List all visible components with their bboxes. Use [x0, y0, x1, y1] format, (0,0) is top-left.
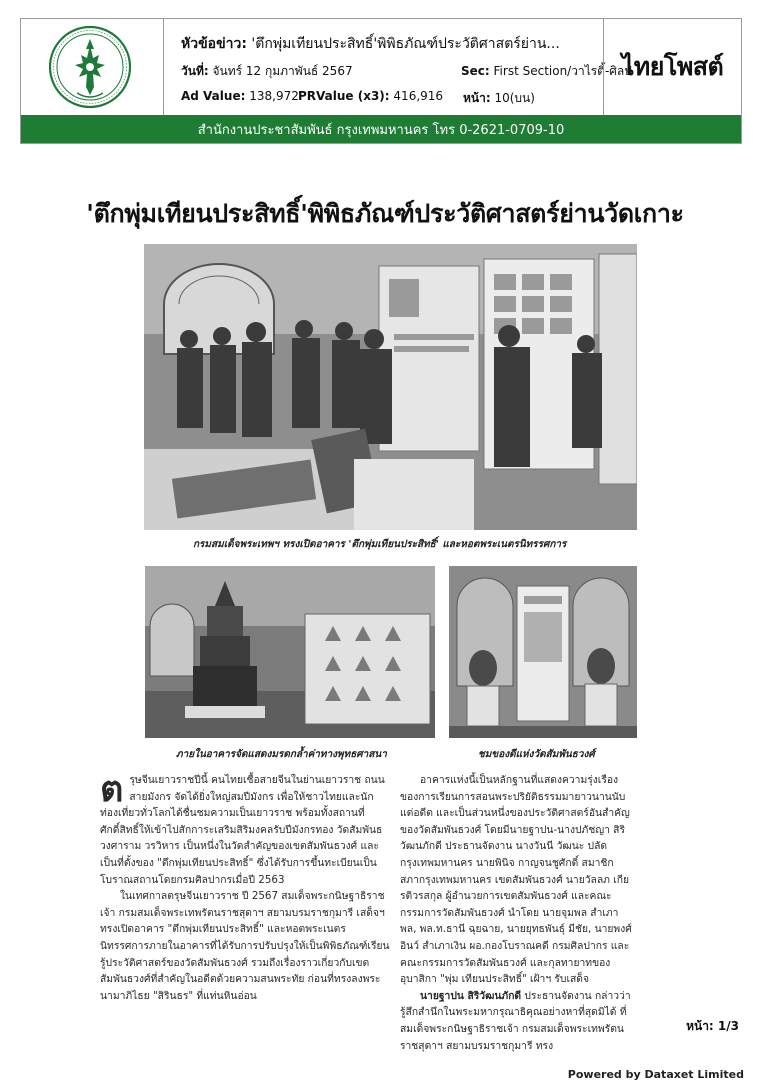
interior-photo-caption: ภายในอาคารจัดแสดงมรดกล้ำค่าทางพุทธศาสนา	[176, 749, 387, 760]
museum-opening-photo	[144, 244, 637, 530]
relics-display-photo	[145, 566, 435, 738]
publication-brand: ไทยโพสต์	[621, 52, 724, 81]
section-value: First Section/วาไรตี้-ศิลป	[493, 64, 632, 78]
section-label: Sec:	[461, 64, 490, 78]
ad-value: 138,972	[249, 89, 299, 103]
left-paragraph-2: ในเทศกาลตรุษจีนเยาวราช ปี 2567 สมเด็จพระกนิษฐาธิราชเจ้า กรมสมเด็จพระเทพรัตนราชสุดาฯ สยามบรมราชกุมารี เสด็จฯ ทรงเปิดอาคาร "ตึกพุ่มเทียนประสิทธิ์" และหอตพระเนตรนิทรรศการภายในอาคารที่ได้รับการปรับปรุงให้เป็นพิพิธภัณฑ์เรียนรู้ประวัติศาสตร์ของวัดสัมพันธวงศ์ รวมถึงเรื่องราวเกี่ยวกับเขตสัมพันธวงศ์ที่สำคัญในอดีตด้วยความสนพระทัย ก่อนที่ทรงลงพระนามาภิไธย "สิรินธร" ที่แท่นหินอ่อน	[100, 890, 390, 1002]
artifacts-photo-caption: ชมของดีแห่งวัดสัมพันธวงศ์	[478, 749, 595, 760]
right-paragraph-2: นายฐาปน สิริวัฒนภักดี ประธานจัดงาน กล่าวว่า รู้สึกสำนึกในพระมหากรุณาธิคุณอย่างหาที่สุดมิได้ ที่สมเด็จพระกนิษฐาธิราชเจ้า กรมสมเด็จพระเทพรัตนราชสุดาฯ สยามบรมราชกุมารี ทรง	[400, 989, 631, 1052]
pr-value: 416,916	[393, 89, 444, 103]
bma-logo-cell	[21, 19, 164, 115]
date-row	[181, 62, 353, 81]
bma-seal-icon	[47, 25, 133, 109]
clipping-header	[20, 18, 742, 144]
ad-value-label: Ad Value:	[181, 89, 246, 103]
page-count: หน้า: 1/3	[686, 1019, 739, 1033]
headline-label: หัวข้อข่าว:	[181, 36, 247, 52]
drop-cap: ต	[100, 768, 124, 810]
article-title: 'ตึกพุ่มเทียนประสิทธิ์'พิพิธภัณฑ์ประวัติศาสตร์ย่านวัดเกาะ	[86, 199, 684, 228]
speaker-name: นายฐาปน สิริวัฒนภักดี	[420, 989, 522, 1002]
office-contact-text: สำนักงานประชาสัมพันธ์ กรุงเทพมหานคร โทร 0-2621-0709-10	[197, 122, 565, 138]
article-column-left	[100, 768, 390, 1004]
date-label: วันที่:	[181, 64, 209, 78]
headline-value: 'ตึกพุ่มเทียนประสิทธิ์'พิพิธภัณฑ์ประวัติศาสตร์ย่าน...	[251, 36, 560, 52]
ad-value-row	[181, 89, 299, 103]
page-row	[463, 89, 535, 108]
main-photo	[144, 244, 637, 530]
publication-brand-cell	[603, 19, 741, 115]
right-paragraph-1: อาคารแห่งนี้เป็นหลักฐานที่แสดงความรุ่งเรืองของการเรียนการสอนพระปริยัติธรรมมายาวนานนับแต่อดีต และเป็นส่วนหนึ่งของประวัติศาสตร์อันสำคัญของวัดสัมพันธวงศ์ โดยมีนายฐาปน-นางปภัชญา สิริวัฒนภักดี ประธานจัดงาน นางวันนี วัฒนะ ปลัดกรุงเทพมหานคร นายพินิจ กาญจนชูศักดิ์ สมาชิกสภากรุงเทพมหานคร เขตสัมพันธวงศ์ นายวัลลภ เกียรติวรสกุล ผู้อำนวยการเขตสัมพันธวงศ์ และคณะกรรมการวัดสัมพันธวงศ์ นำโดย นายจุมพล สำเภาพล, พล.ท.ธานี ฉุยฉาย, นายยุทธพันธุ์ มีชัย, นายพงศ์อินว์ สำเภาเงิน ผอ.กองโบราณคดี กรมศิลปากร และคณะกรรมการวัดสัมพันธวงศ์ และกุลทายาทของอุบาสิกา "พุ่ม เทียนประสิทธิ์" เฝ้าฯ รับเสด็จ	[400, 774, 632, 986]
office-contact-bar	[21, 115, 741, 143]
left-paragraph-1: รุษจีนเยาวราชปีนี้ คนไทยเชื้อสายจีนในย่านเยาวราช ถนนสายมังกร จัดได้ยิ่งใหญ่สมปีมังกร เพื่อให้ชาวไทยและนักท่องเที่ยวทั่วโลกได้ชื่นชมความเป็นเยาวราช พร้อมทั้งสถานที่ศักดิ์สิทธิ์ให้เข้าไปสักการะเสริมสิริมงคลรับปีมังกรทอง วัดสัมพันธวงศาราม วรวิหาร เป็นหนึ่งในวัดสำคัญของเขตสัมพันธวงศ์ และเป็นที่ตั้งของ "ตึกพุ่มเทียนประสิทธิ์" ซึ่งได้รับการขึ้นทะเบียนเป็นโบราณสถานโดยกรมศิลปากรเมื่อปี 2563	[100, 774, 385, 886]
interior-photo	[145, 566, 435, 738]
headline-row	[181, 33, 560, 55]
article-column-right	[400, 772, 632, 1054]
date-value: จันทร์ 12 กุมภาพันธ์ 2567	[212, 64, 353, 78]
pr-value-row	[298, 89, 443, 103]
page-label: หน้า:	[463, 91, 491, 105]
temple-artifacts-photo	[449, 566, 637, 738]
artifacts-photo	[449, 566, 637, 738]
powered-by: Powered by Dataxet Limited	[567, 1068, 744, 1081]
pr-value-label: PRValue (x3):	[298, 89, 390, 103]
page-value: 10(บน)	[494, 91, 535, 105]
main-photo-caption: กรมสมเด็จพระเทพฯ ทรงเปิดอาคาร 'ตึกพุ่มเทียนประสิทธิ์' และหอตพระเนตรนิทรรศการ	[193, 539, 567, 550]
